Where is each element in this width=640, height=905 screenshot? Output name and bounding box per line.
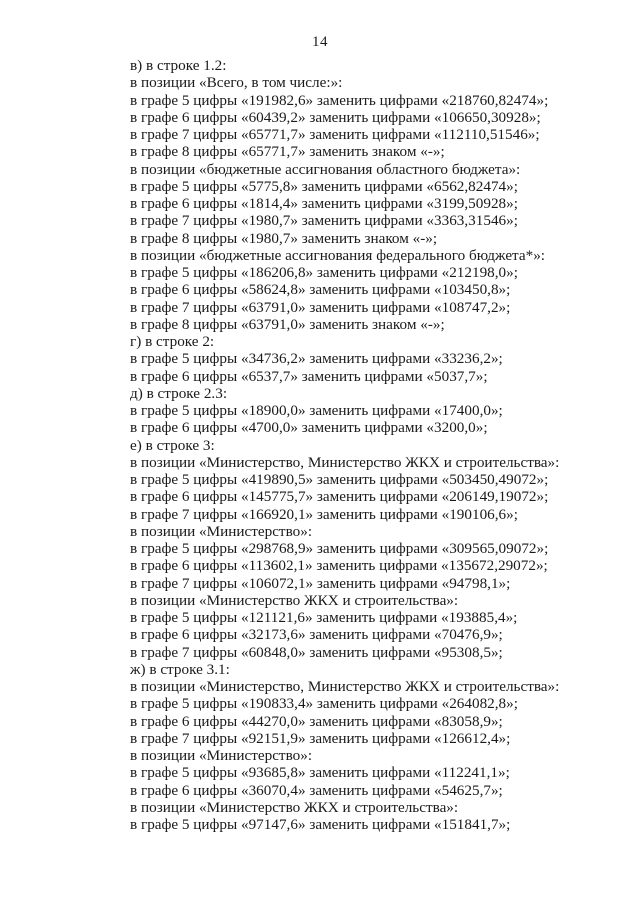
text-line: г) в строке 2:: [130, 333, 215, 350]
text-line: в графе 6 цифры «4700,0» заменить цифрами «3200,0»;: [130, 419, 488, 437]
text-line: в графе 5 цифры «190833,4» заменить цифрами «264082,8»;: [130, 695, 518, 713]
text-line: в графе 8 цифры «65771,7» заменить знаком «-»;: [130, 143, 445, 161]
text-line: в графе 6 цифры «6537,7» заменить цифрами «5037,7»;: [130, 367, 488, 385]
text-line: в графе 5 цифры «34736,2» заменить цифрами «33236,2»;: [130, 350, 503, 368]
text-line: в графе 7 цифры «106072,1» заменить цифрами «94798,1»;: [130, 574, 511, 592]
text-line: в графе 7 цифры «60848,0» заменить цифрами «95308,5»;: [130, 643, 503, 661]
text-line: в графе 5 цифры «121121,6» заменить цифрами «193885,4»;: [130, 609, 518, 626]
text-line: в графе 5 цифры «298768,9» заменить цифрами «309565,09072»;: [130, 540, 549, 557]
text-line: в) в строке 1.2:: [130, 57, 227, 74]
text-line: в позиции «Министерство ЖКХ и строительства»:: [130, 591, 459, 609]
text-line: в графе 5 цифры «18900,0» заменить цифрами «17400,0»;: [130, 402, 503, 419]
text-line: в графе 6 цифры «32173,6» заменить цифрами «70476,9»;: [130, 626, 503, 644]
text-line: д) в строке 2.3:: [130, 384, 228, 402]
text-line: е) в строке 3:: [130, 436, 215, 454]
text-line: в позиции «бюджетные ассигнования областного бюджета»:: [130, 160, 521, 178]
text-line: в графе 5 цифры «97147,6» заменить цифрами «151841,7»;: [130, 816, 511, 833]
text-line: в графе 6 цифры «44270,0» заменить цифрами «83058,9»;: [130, 712, 503, 730]
text-line: в графе 6 цифры «36070,4» заменить цифрами «54625,7»;: [130, 781, 503, 799]
text-line: в графе 5 цифры «93685,8» заменить цифрами «112241,1»;: [130, 764, 510, 782]
text-line: в позиции «Всего, в том числе:»:: [130, 74, 343, 92]
text-line: в графе 7 цифры «92151,9» заменить цифрами «126612,4»;: [130, 729, 511, 747]
text-line: в графе 6 цифры «113602,1» заменить цифрами «135672,29072»;: [130, 557, 548, 575]
text-line: ж) в строке 3.1:: [130, 660, 230, 678]
text-line: в графе 7 цифры «1980,7» заменить цифрами «3363,31546»;: [130, 212, 518, 230]
text-line: в графе 6 цифры «60439,2» заменить цифрами «106650,30928»;: [130, 108, 541, 126]
text-line: в графе 5 цифры «419890,5» заменить цифрами «503450,49072»;: [130, 471, 549, 488]
text-line: в графе 5 цифры «186206,8» заменить цифрами «212198,0»;: [130, 264, 518, 281]
text-line: в графе 5 цифры «191982,6» заменить цифрами «218760,82474»;: [130, 91, 549, 109]
text-line: в графе 8 цифры «63791,0» заменить знаком «-»;: [130, 315, 445, 333]
text-line: в позиции «Министерство, Министерство ЖКХ и строительства»:: [130, 678, 560, 695]
document-body: [130, 57, 630, 833]
text-line: в позиции «Министерство»:: [130, 522, 313, 540]
text-line: в графе 7 цифры «63791,0» заменить цифрами «108747,2»;: [130, 298, 511, 316]
text-line: в графе 7 цифры «166920,1» заменить цифрами «190106,6»;: [130, 505, 518, 523]
text-line: в позиции «Министерство ЖКХ и строительства»:: [130, 798, 459, 816]
text-line: в позиции «Министерство, Министерство ЖКХ и строительства»:: [130, 453, 560, 471]
text-line: в графе 6 цифры «145775,7» заменить цифрами «206149,19072»;: [130, 488, 549, 506]
text-line: в графе 8 цифры «1980,7» заменить знаком «-»;: [130, 229, 438, 247]
text-line: в позиции «Министерство»:: [130, 747, 313, 764]
page-number: 14: [312, 34, 328, 50]
text-line: в графе 7 цифры «65771,7» заменить цифрами «112110,51546»;: [130, 126, 540, 143]
text-line: в графе 6 цифры «58624,8» заменить цифрами «103450,8»;: [130, 281, 511, 299]
text-line: в графе 6 цифры «1814,4» заменить цифрами «3199,50928»;: [130, 195, 518, 212]
text-line: в графе 5 цифры «5775,8» заменить цифрами «6562,82474»;: [130, 177, 518, 195]
text-line: в позиции «бюджетные ассигнования федерального бюджета*»:: [130, 246, 546, 264]
